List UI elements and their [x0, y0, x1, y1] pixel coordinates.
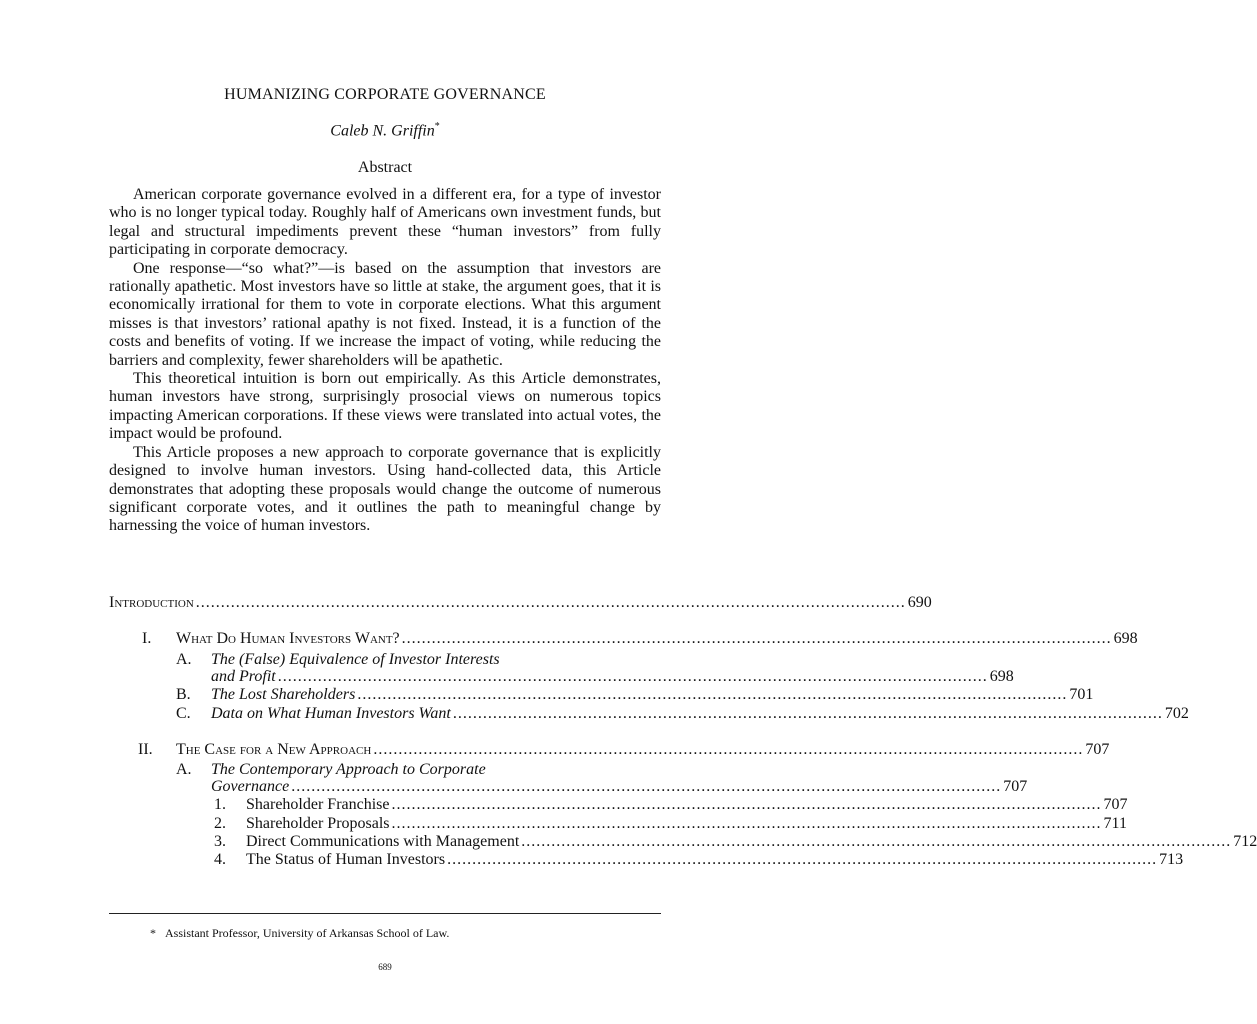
article-title: HUMANIZING CORPORATE GOVERNANCE — [224, 86, 546, 103]
toc-entry-1b[interactable] — [211, 685, 1094, 705]
toc-leader-dots: .............................................................................................................................................. — [195, 594, 906, 611]
toc-entry-1a-line1[interactable]: The (False) Equivalence of Investor Interests — [211, 651, 500, 668]
toc-entry-label: What Do Human Investors Want? — [176, 630, 400, 647]
page-number: 689 — [378, 962, 392, 972]
toc-leader-dots: .............................................................................................................................................. — [291, 778, 1002, 795]
abstract-paragraph: One response—“so what?”—is based on the assumption that investors are rationally apathetic. Most investors have so little at stake, the argument goes, that it is economically irrational for them to vote in corporate elections. What this argument misses is that investors’ rational apathy is not fixed. Instead, it is a function of the costs and benefits of voting. If we increase the impact of voting, while reducing the barriers and complexity, fewer shareholders will be apathetic. — [109, 259, 661, 369]
toc-leader-dots: .............................................................................................................................................. — [277, 668, 988, 685]
toc-entry-page: 701 — [1069, 686, 1094, 703]
toc-entry-label: The Lost Shareholders — [211, 686, 356, 703]
toc-leader-dots: .............................................................................................................................................. — [452, 705, 1163, 722]
footnote-divider — [109, 913, 661, 914]
author-name-text: Caleb N. Griffin — [330, 122, 435, 140]
toc-item-number: 4. — [214, 851, 226, 868]
toc-entry-label: The Status of Human Investors — [246, 851, 446, 868]
toc-entry-introduction[interactable] — [109, 593, 932, 613]
toc-entry-page: 698 — [989, 668, 1014, 685]
toc-entry-part-1[interactable] — [176, 629, 1138, 649]
toc-entry-page: 712 — [1233, 833, 1257, 850]
toc-entry-2a1[interactable] — [246, 795, 1128, 815]
toc-entry-label: Introduction — [109, 594, 194, 611]
toc-entry-2a4[interactable] — [246, 850, 1184, 870]
footnote-text: Assistant Professor, University of Arkansas School of Law. — [165, 926, 450, 940]
abstract-heading: Abstract — [357, 159, 413, 176]
toc-item-number: 3. — [214, 833, 226, 850]
toc-entry-2a-line1[interactable]: The Contemporary Approach to Corporate — [211, 761, 486, 778]
toc-entry-page: 707 — [1085, 741, 1110, 758]
toc-entry-part-2[interactable] — [176, 740, 1110, 760]
toc-leader-dots: .............................................................................................................................................. — [401, 630, 1112, 647]
abstract-paragraph: American corporate governance evolved in a different era, for a type of investor who is no longer typical today. Roughly half of Americans own investment funds, but legal and structural impediments prevent these “human investors” from fully participating in corporate democracy. — [109, 186, 661, 259]
toc-item-number: 1. — [214, 796, 226, 813]
toc-entry-page: 707 — [1003, 778, 1028, 795]
toc-entry-page: 707 — [1103, 796, 1128, 813]
toc-entry-page: 711 — [1103, 815, 1127, 832]
toc-section-letter: C. — [176, 705, 191, 722]
toc-part-number: II. — [138, 741, 153, 758]
toc-entry-2a3[interactable] — [246, 832, 1257, 852]
toc-entry-label: Shareholder Proposals — [246, 815, 390, 832]
toc-entry-page: 713 — [1159, 851, 1184, 868]
toc-entry-2a-line2[interactable] — [211, 777, 1028, 797]
toc-entry-label: Data on What Human Investors Want — [211, 705, 451, 722]
toc-leader-dots: .............................................................................................................................................. — [521, 833, 1232, 850]
toc-entry-label: Governance — [211, 778, 290, 795]
toc-entry-page: 690 — [907, 594, 932, 611]
toc-leader-dots: .............................................................................................................................................. — [391, 815, 1102, 832]
toc-entry-2a2[interactable] — [246, 814, 1127, 834]
abstract-paragraph: This Article proposes a new approach to corporate governance that is explicitly designed to involve human investors. Using hand-collected data, this Article demonstrates that adopting these proposals would change the outcome of numerous significant corporate votes, and it outlines the path to meaningful change by harnessing the voice of human investors. — [109, 443, 661, 535]
footnote — [150, 926, 449, 941]
toc-leader-dots: .............................................................................................................................................. — [373, 741, 1084, 758]
footnote-mark: * — [150, 926, 156, 940]
toc-entry-label: Shareholder Franchise — [246, 796, 390, 813]
toc-leader-dots: .............................................................................................................................................. — [391, 796, 1102, 813]
author-footnote-mark: * — [434, 121, 440, 132]
toc-section-letter: A. — [176, 761, 192, 778]
toc-part-number: I. — [142, 630, 152, 647]
abstract-paragraph: This theoretical intuition is born out empirically. As this Article demonstrates, human investors have strong, surprisingly prosocial views on numerous topics impacting American corporations. If these views were translated into actual votes, the impact would be profound. — [109, 370, 661, 443]
toc-leader-dots: .............................................................................................................................................. — [447, 851, 1158, 868]
toc-section-letter: A. — [176, 651, 192, 668]
toc-entry-page: 698 — [1113, 630, 1138, 647]
toc-leader-dots: .............................................................................................................................................. — [357, 686, 1068, 703]
toc-entry-1a-line2[interactable] — [211, 667, 1014, 687]
toc-entry-label: The Case for a New Approach — [176, 741, 372, 758]
toc-item-number: 2. — [214, 815, 226, 832]
toc-entry-label: and Profit — [211, 668, 276, 685]
toc-entry-label: Direct Communications with Management — [246, 833, 520, 850]
toc-entry-1c[interactable] — [211, 704, 1189, 724]
toc-entry-page: 702 — [1164, 705, 1189, 722]
toc-section-letter: B. — [176, 686, 191, 703]
